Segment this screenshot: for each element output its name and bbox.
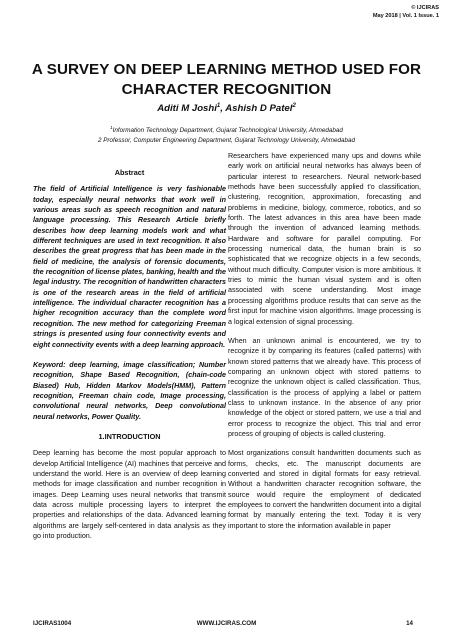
affiliation-1 — [20, 123, 433, 136]
body-paragraph-2: When an unknown animal is encountered, we try to recognize it by comparing its features (called patterns) with known stored patterns that we already have. This process of comparing an unknown object with stored patterns to recognize the unknown object is called classification. Thus, classification is the process of applying a label or pattern class to unknown instance. In the absence of any prior knowledge of the object or stored pattern, we use a trial and error process to recognize the object. This trial and error process of grouping of objects is called clustering. — [228, 336, 421, 438]
author-1-name: Aditi M Joshi — [157, 103, 217, 115]
journal-header — [373, 5, 439, 20]
affiliation-1-text: Information Technology Department, Gujarat Technological University, Ahmedabad — [112, 127, 343, 135]
body-paragraph-1: Researchers have experienced many ups and downs while early work on artificial neural networks has always been of particular interest to researchers. Neural network-based methods have been successfully applied t'o classification, clustering, recognition, approximation, forecasting and problems in medicine, biology, commerce, robotics, and so forth. The latest advances in this area have been made through the invention of advanced learning methods. Hardware and software for parallel computing. For processing numerical data, the human brain is so sophisticated that we recognize objects in a few seconds, without much difficulty. Computer vision is more ambitious. It tries to mimic the human visual system and is often associated with scene understanding. Most image processing algorithms produce results that can serve as the first input for machine vision algorithms. Image processing is a logical extension of signal processing. — [228, 152, 421, 326]
issue-info: May 2018 | Vol. 1 Issue. 1 — [372, 12, 439, 19]
affiliation-1-sup: 1 — [110, 125, 113, 130]
abstract-heading: Abstract — [114, 168, 145, 177]
page-number: 14 — [406, 620, 413, 627]
author-1-sup: 1 — [216, 103, 221, 109]
affiliation-2: 2 Professor, Computer Engineering Department, Gujarat Technology University, Ahmedabad — [97, 136, 356, 144]
introduction-heading: 1.INTRODUCTION — [98, 431, 161, 441]
abstract-text: The field of Artificial Intelligence is very fashionable today, especially neural networks that work well in various areas such as speech recognition and natural language processing. This Research Article briefly describes how deep learning models work and what different techniques are used in text recognition. It also describes the great progress that has been made in the field of medicine, the analysis of forensic documents, the recognition of license plates, banking, health and the legal industry. The recognition of handwritten characters is one of the research areas in the field of artificial intelligence. The individual character recognition has a higher recognition accuracy than the complete word recognition. The new method for categorizing Freeman strings is presented using four connectivity events and eight connectivity events with a deep learning approach. — [33, 185, 226, 349]
authors-line — [0, 103, 453, 114]
affiliations — [20, 123, 433, 145]
left-column — [33, 157, 226, 550]
footer-code: IJCIRAS1004 — [33, 620, 72, 627]
footer-website: WWW.IJCIRAS.COM — [196, 620, 257, 627]
paper-title: A SURVEY ON DEEP LEARNING METHOD USED FOR CHARACTER RECOGNITION — [31, 61, 422, 98]
body-paragraph-3: Most organizations consult handwritten documents such as forms, checks, etc. The manuscript documents are converted and stored in digital formats for easy retrieval. Without a handwritten character recognition software, the source would require the employment of dedicated employees to convert the handwritten document into a digital format by manually entering the text. Today it is very important to store the information available in paper — [228, 449, 421, 530]
journal-name: © IJCIRAS — [411, 5, 439, 11]
author-2-sup: 2 — [292, 103, 296, 109]
introduction-paragraph: Deep learning has become the most popular approach to develop Artificial Intelligence (AI) machines that perceive and understand the world. Here is an overview of deep learning methods for image classification and number recognition in images. Deep Learning uses neural networks that transmit data across multiple processing layers to interpret the properties and relationships of the data. Advanced learning algorithms are largely self-centered in data analysis as they go into production. — [33, 449, 226, 540]
keywords-text: Keyword: deep learning, image classification; Number recognition, Shape Based Recognition, (chain-code Biased) Hub, Hidden Markov Models(HMM), Pattern recognition, Freeman chain code, Image processing, convolutional neural networks, Deep convolutional neural networks, Power Quality. — [33, 360, 226, 421]
right-column — [228, 151, 421, 540]
author-2-name: Ashish D Patel — [225, 103, 293, 115]
author-separator: , — [220, 103, 226, 115]
